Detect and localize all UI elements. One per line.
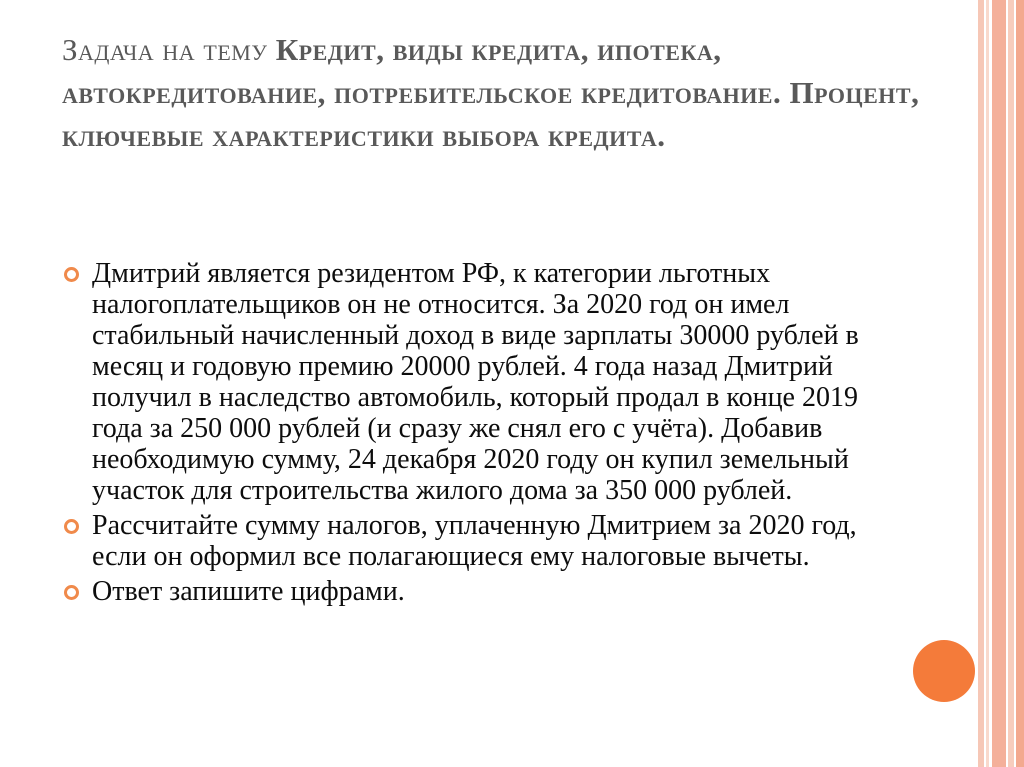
task-question: Рассчитайте сумму налогов, уплаченную Дмитрием за 2020 год, если он оформил все полагающиеся ему налоговые вычеты. bbox=[92, 510, 857, 572]
bullet-ring-icon bbox=[64, 519, 79, 534]
decorative-circle bbox=[913, 640, 975, 702]
decorative-stripe bbox=[986, 0, 989, 767]
task-bullet-list bbox=[62, 258, 882, 611]
decorative-stripe bbox=[992, 0, 1006, 767]
list-item bbox=[62, 576, 882, 607]
list-item bbox=[62, 510, 882, 572]
answer-instruction: Ответ запишите цифрами. bbox=[92, 576, 405, 607]
task-text: Дмитрий является резидентом РФ, к категории льготных налогоплательщиков он не относится. За 2020 год он имел стабильный начисленный доход в виде зарплаты 30000 рублей в месяц и годовую премию 20000 рублей. 4 года назад Дмитрий получил в наследство автомобиль, который продал в конце 2019 года за 250 000 рублей (и сразу же снял его с учёта). Добавив необходимую сумму, 24 декабря 2020 году он купил земельный участок для строительства жилого дома за 350 000 рублей. bbox=[92, 258, 859, 506]
decorative-stripe bbox=[1016, 0, 1024, 767]
slide-title-lead: Задача на тему bbox=[62, 32, 268, 67]
bullet-ring-icon bbox=[64, 585, 79, 600]
slide-title-topic: Кредит, виды кредита, ипотека, автокредитование, потребительское кредитование. Процент, ключевые характеристики выбора кредита. bbox=[62, 32, 920, 153]
decorative-stripe bbox=[978, 0, 984, 767]
list-item bbox=[62, 258, 882, 506]
decorative-stripe bbox=[1008, 0, 1014, 767]
bullet-ring-icon bbox=[64, 267, 79, 282]
slide-title bbox=[62, 28, 942, 157]
